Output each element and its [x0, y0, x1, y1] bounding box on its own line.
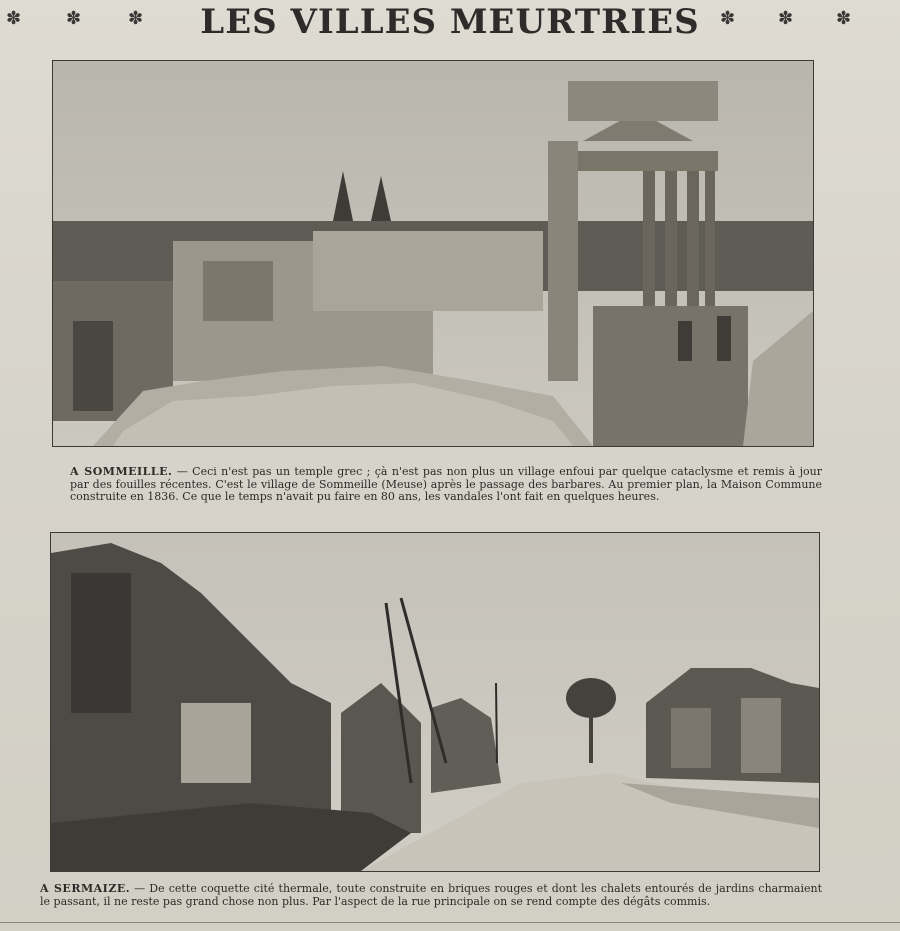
- caption-text: — De cette coquette cité thermale, toute construite en briques rouges et dont les chalets entourés de jardins charmaient le passant, il ne reste pas grand chose non plus. Par l'aspect de la rue principale on se rend compte des dégâts commis.: [40, 882, 822, 908]
- ornament-icon: ✽: [66, 8, 82, 29]
- caption-sermaize: [40, 883, 822, 908]
- photo-sermaize-image: [51, 533, 819, 871]
- caption-heading: A SOMMEILLE.: [70, 465, 173, 478]
- caption-text: — Ceci n'est pas un temple grec ; çà n'est pas non plus un village enfoui par quelque cataclysme et remis à jour par des fouilles récentes. C'est le village de Sommeille (Meuse) après le passage des barbares. Au premier plan, la Maison Commune construite en 1836. Ce que le temps n'avait pu faire en 80 ans, les vandales l'ont fait en quelques heures.: [70, 465, 822, 503]
- ornament-icon: ✽: [778, 8, 794, 29]
- caption-sommeille: [70, 466, 822, 504]
- caption-heading: A SERMAIZE.: [40, 882, 131, 895]
- photo-sommeille-image: [53, 61, 813, 446]
- photo-sommeille: [52, 60, 814, 447]
- ornament-icon: ✽: [6, 8, 22, 29]
- ornament-icon: ✽: [720, 8, 736, 29]
- photo-sermaize: [50, 532, 820, 872]
- ornament-icon: ✽: [836, 8, 852, 29]
- ornament-icon: ✽: [128, 8, 144, 29]
- page-header: [0, 0, 900, 48]
- bottom-rule: [0, 922, 900, 923]
- page-title: LES VILLES MEURTRIES: [200, 2, 700, 42]
